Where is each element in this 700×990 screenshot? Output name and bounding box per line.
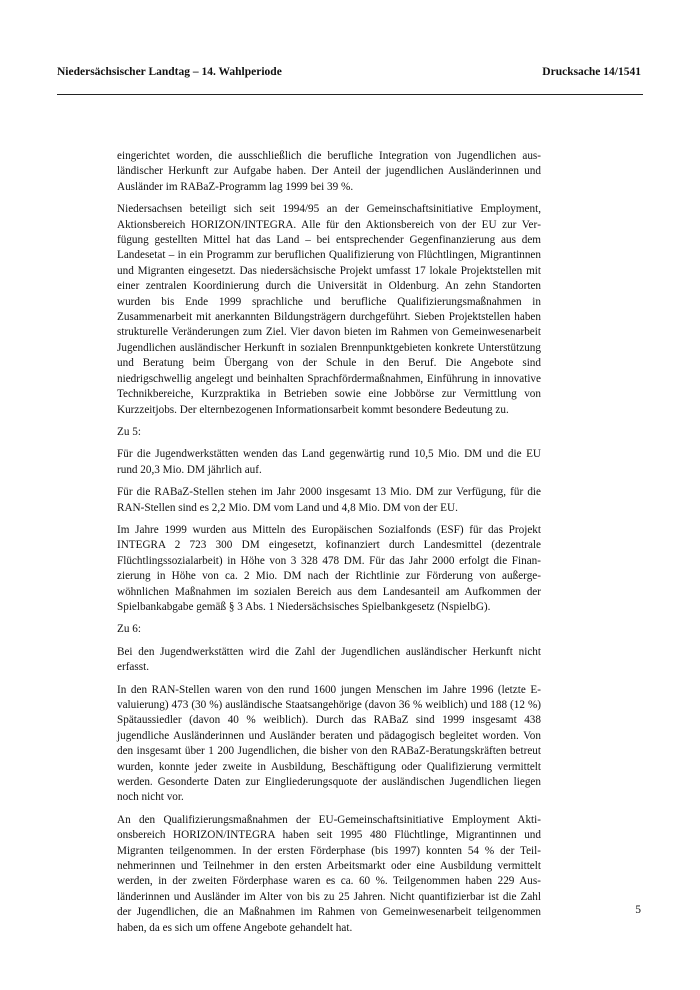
paragraph: Für die Jugendwerkstätten wenden das Land gegenwärtig rund 10,5 Mio. DM und die EU rund 20,3 Mio. DM jährlich auf. [117,448,541,476]
body-text [117,149,541,943]
paragraph: eingerichtet worden, die ausschließlich die berufliche Integration von Jugendlichen ausländischer Herkunft zur Aufgabe haben. Der Anteil der jugendlichen Ausländerinnen und Ausländer im RABaZ-Programm lag 1999 bei 39 %. [117,150,541,193]
section-heading: Zu 6: [117,623,141,636]
page-number: 5 [635,904,641,916]
section-heading: Zu 5: [117,425,141,438]
paragraph: An den Qualifizierungsmaßnahmen der EU-Gemeinschaftsinitiative Employment Aktionsbereich HORIZON/INTEGRA haben seit 1995 480 Flüchtlinge, Migrantinnen und Migranten teilgenommen. In der ersten Förderphase (bis 1997) konnten 54 % der Teilnehmerinnen und Teilnehmer in den ersten Arbeitsmarkt oder eine Ausbildung vermittelt werden, in der zweiten Förderphase waren es ca. 60 %. Teilgenommen haben 229 Ausländerinnen und Ausländer im Alter von bis zu 25 Jahren. Nicht quantifizierbar ist die Zahl der Jugendlichen, die an Maßnahmen im Rahmen von Gemeinwesenarbeit teilgenommen haben, da es sich um offene Angebote gehandelt hat. [117,813,541,934]
paragraph: Im Jahre 1999 wurden aus Mitteln des Europäischen Sozialfonds (ESF) für das Projekt INTEGRA 2 723 300 DM eingesetzt, kofinanziert durch Landesmittel (dezentrale Flüchtlingssozialarbeit) in Höhe von 3 328 478 DM. Für das Jahr 2000 erfolgt die Finanzierung in Höhe von ca. 2 Mio. DM nach der Richtlinie zur Förderung von außergewöhnlichen Maßnahmen im sozialen Bereich aus dem Landesanteil am Aufkommen der Spielbankabgabe gemäß § 3 Abs. 1 Niedersächsisches Spielbankgesetz (NspielbG). [117,523,541,613]
document-number: Drucksache 14/1541 [542,66,641,78]
header-divider [57,94,643,95]
paragraph: In den RAN-Stellen waren von den rund 1600 jungen Menschen im Jahre 1996 (letzte Evaluierung) 473 (30 %) ausländische Staatsangehörige (davon 36 % weiblich) und 188 (12 %) Spätaussiedler (davon 40 % weiblich). Durch das RABaZ sind 1999 insgesamt 438 jugendliche Ausländerinnen und Ausländer beraten und pädagogisch begleitet worden. Von den insgesamt über 1 200 Jugendlichen, die bisher von den RABaZ-Beratungskräften betreut wurden, konnte jeder zweite in Ausbildung, Beschäftigung oder Qualifizierung vermittelt werden. Gesonderte Daten zur Eingliederungsquote der ausländischen Jugendlichen liegen noch nicht vor. [117,683,541,804]
paragraph: Niedersachsen beteiligt sich seit 1994/95 an der Gemeinschaftsinitiative Employment, Aktionsbereich HORIZON/INTEGRA. Alle für den Aktionsbereich von der EU zur Verfügung gestellten Mittel hat das Land – bei entsprechender Gegenfinanzierung aus dem Landesetat – in ein Programm zur beruflichen Qualifizierung von Flüchtlingen, Migrantinnen und Migranten eingesetzt. Das niedersächsische Projekt umfasst 17 lokale Projektstellen mit einer zentralen Koordinierung durch die Universität in Oldenburg. An zehn Standorten wurden bis Ende 1999 sprachliche und berufliche Qualifizierungsmaßnahmen in Zusammenarbeit mit anerkannten Bildungsträgern durchgeführt. Sieben Projektstellen haben strukturelle Veränderungen zum Ziel. Vier davon bieten im Rahmen von Gemeinwesenarbeit Jugendlichen ausländischer Herkunft in sozialen Brennpunktgebieten konkrete Unterstützung und Beratung beim Übergang von der Schule in den Beruf. Die Angebote sind niedrigschwellig angelegt und beinhalten Sprachfördermaßnahmen, Einführung in innovative Technikbereiche, Kurzpraktika in Betrieben sowie eine Jobbörse zur Vermittlung von Kurzzeitjobs. Der elternbezogenen Informationsarbeit kommt besondere Bedeutung zu. [117,203,541,416]
header-title: Niedersächsischer Landtag – 14. Wahlperiode [57,66,282,78]
paragraph: Bei den Jugendwerkstätten wird die Zahl der Jugendlichen ausländischer Herkunft nicht erfasst. [117,645,541,674]
paragraph: Für die RABaZ-Stellen stehen im Jahr 2000 insgesamt 13 Mio. DM zur Verfügung, für die RAN-Stellen sind es 2,2 Mio. DM vom Land und 4,8 Mio. DM von der EU. [117,486,541,514]
